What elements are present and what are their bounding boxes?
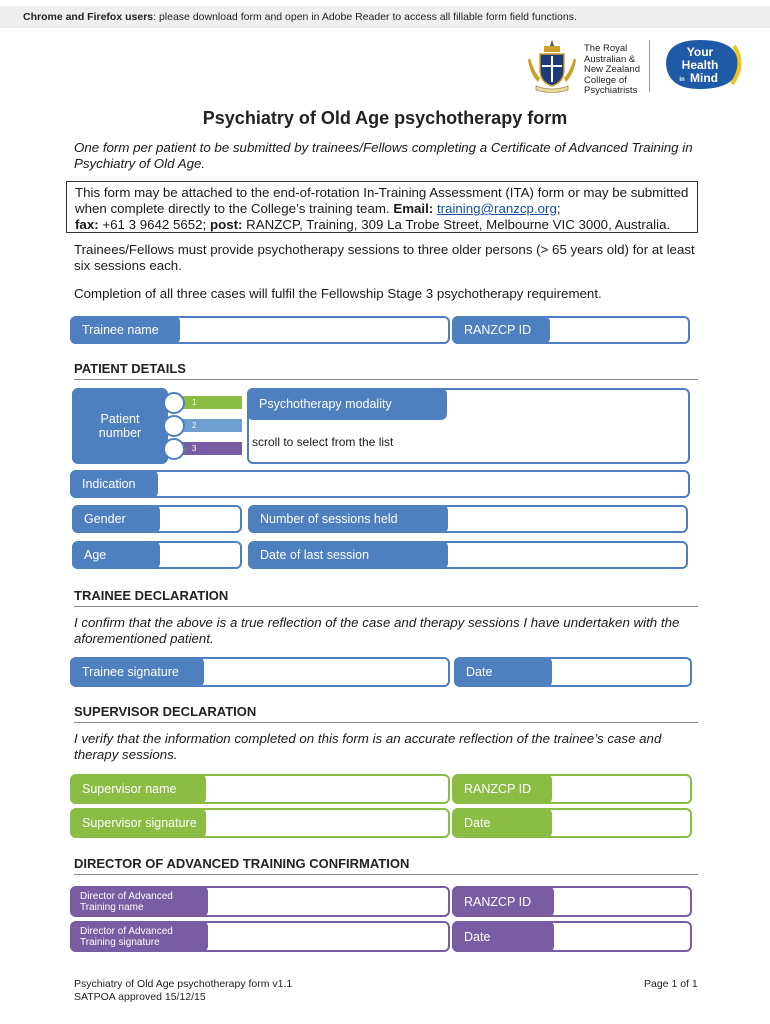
supervisor-declaration-text: I verify that the information completed on this form is an accurate reflection of the trainee’s case and therapy sessions. [74,731,662,762]
patient-number-label: Patient number [72,388,168,464]
patient-option-3[interactable]: 3 [176,442,242,455]
director-ranzcp-id-label: RANZCP ID [452,886,554,917]
modality-dropdown[interactable]: scroll to select from the list [252,435,394,449]
logo-word-mind: Mind [690,71,718,85]
sessions-held-label: Number of sessions held [248,505,448,533]
supervisor-signature-label: Supervisor signature [70,808,206,838]
patient-option-3-radio[interactable] [163,438,185,460]
patient-option-2[interactable]: 2 [176,419,242,432]
logo-divider [649,40,650,92]
supervisor-ranzcp-id-label: RANZCP ID [452,774,552,804]
banner-bold-text: Chrome and Firefox users [23,11,154,23]
last-session-date-label: Date of last session [248,541,448,569]
indication-label: Indication [70,470,158,498]
trainee-declaration-heading: TRAINEE DECLARATION [74,588,698,607]
trainee-declaration-text: I confirm that the above is a true reflection of the case and therapy sessions I have undertaken with the aforementioned patient. [74,615,680,646]
college-name: The Royal Australian & New Zealand College of Psychiatrists [584,43,640,96]
gender-label: Gender [72,505,160,533]
trainee-ranzcp-id-label: RANZCP ID [452,316,550,344]
logo-word-in: in [679,77,685,83]
completion-text: Completion of all three cases will fulfil the Fellowship Stage 3 psychotherapy requirement. [74,286,602,301]
banner-text: : please download form and open in Adobe Reader to access all fillable form field functions. [153,11,577,23]
director-date-label: Date [452,921,554,952]
logo-word-health: Health [681,58,719,72]
footer-version: Psychiatry of Old Age psychotherapy form v1.1 SATPOA approved 15/12/15 [74,978,293,1003]
supervisor-declaration-heading: SUPERVISOR DECLARATION [74,704,698,723]
intro-text: One form per patient to be submitted by trainees/Fellows completing a Certificate of Advanced Training in Psychiatry of Old Age. [74,140,693,171]
supervisor-date-label: Date [452,808,552,838]
director-confirmation-heading: DIRECTOR OF ADVANCED TRAINING CONFIRMATION [74,856,698,875]
requirement-text: Trainees/Fellows must provide psychotherapy sessions to three older persons (> 65 years old) for at least six sessions each. [74,242,695,273]
patient-details-heading: PATIENT DETAILS [74,361,698,380]
email-link[interactable]: training@ranzcp.org [436,201,557,216]
your-health-in-mind-logo [656,36,744,92]
trainee-name-label: Trainee name [70,316,180,344]
supervisor-name-label: Supervisor name [70,774,206,804]
indication-field[interactable] [70,470,690,498]
patient-option-2-radio[interactable] [163,415,185,437]
trainee-signature-label: Trainee signature [70,657,204,687]
age-label: Age [72,541,160,569]
page-number: Page 1 of 1 [644,978,698,990]
director-name-label: Director of Advanced Training name [70,886,208,917]
patient-option-1[interactable]: 1 [176,396,242,409]
director-signature-label: Director of Advanced Training signature [70,921,208,952]
reader-notice-banner [0,6,770,28]
logo-word-your: Your [686,45,714,59]
college-crest-icon [524,38,580,94]
submission-info-box: This form may be attached to the end-of-rotation In-Training Assessment (ITA) form or may be submitted when complete directly to the College’s training team. Email: training@ranzcp.org; fax: +61 3 9642 5652; post: RANZCP, Training, 309 La Trobe Street, Melbourne VIC 3000, Australia. [66,181,698,233]
patient-option-1-radio[interactable] [163,392,185,414]
page-title: Psychiatry of Old Age psychotherapy form [202,108,568,128]
trainee-date-label: Date [454,657,552,687]
psychotherapy-modality-label: Psychotherapy modality [247,388,447,420]
